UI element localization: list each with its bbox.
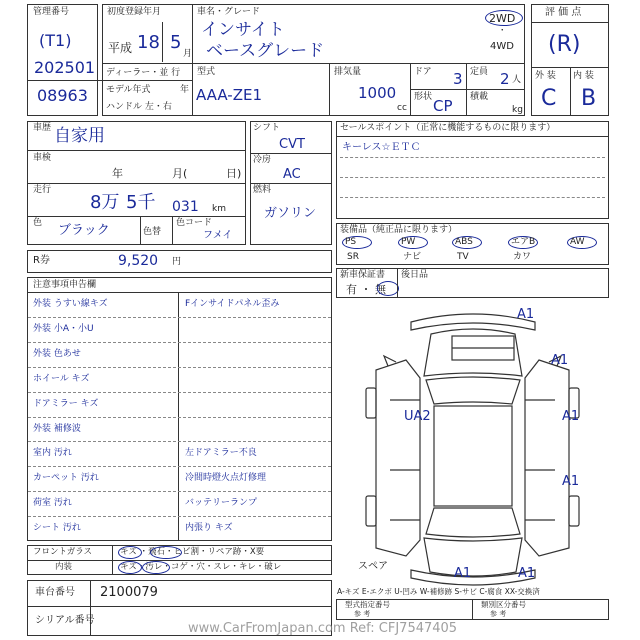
sales-value: キーレス☆ＥＴＣ	[342, 142, 421, 153]
inspection-day: 日)	[226, 167, 242, 180]
model-label: 型式	[197, 67, 216, 77]
damage-mark-rear-left: A1	[454, 566, 472, 581]
divider	[531, 22, 609, 23]
note-left: 外装 補修波	[33, 423, 81, 434]
damage-mark-front: A1	[517, 307, 535, 322]
note-left: ホイール キズ	[33, 373, 90, 384]
inspection-year: 年	[112, 167, 123, 180]
note-right: Fインサイドパネル歪み	[185, 299, 280, 309]
fuel-value: ガソリン	[264, 206, 317, 221]
car-grade: ベースグレード	[206, 41, 325, 61]
sales-label: セールスポイント（正常に機能するものに限ります）	[340, 123, 556, 133]
mgmt-num2: 08963	[37, 86, 88, 105]
front-glass-value: キズ ・飛石・ヒビ割・リペア跡・X要	[120, 547, 265, 557]
mgmt-t1: (T1)	[39, 31, 72, 50]
reg-month: 5	[170, 32, 182, 53]
score-int: B	[581, 86, 597, 111]
interior-circle-1	[118, 561, 142, 574]
glass-circle-2	[150, 546, 182, 559]
engine-value: 1000	[358, 84, 397, 102]
inspection-month: 月(	[172, 167, 188, 180]
chassis-label: 車台番号	[35, 587, 75, 598]
score-label: 評 価 点	[545, 7, 582, 18]
interior-circle-2	[142, 561, 170, 574]
color-replace-label: 色替	[143, 227, 162, 237]
ref1-label: 型式指定番号	[345, 600, 390, 609]
warranty-later-label: 後日品	[401, 270, 429, 280]
interior-label: 内装	[55, 562, 73, 572]
divider	[466, 63, 467, 116]
load-label: 積載	[470, 92, 489, 102]
mileage-unit: km	[212, 204, 226, 214]
reg-era: 平成	[108, 41, 133, 55]
divider	[410, 89, 525, 90]
note-right: 内張り キズ	[185, 523, 233, 534]
equip-item: PW	[401, 237, 416, 247]
divider	[340, 197, 605, 198]
score-value: (R)	[548, 32, 581, 57]
divider	[102, 63, 525, 64]
aircon-value: AC	[283, 167, 301, 182]
mileage-label: 走行	[33, 185, 52, 195]
note-right: 左ドアミラー不良	[185, 448, 257, 459]
dealer-label: ディーラー・並 行	[106, 68, 181, 78]
damage-legend: A-キズ E-エクボ U-凹み W-補修跡 S-サビ C-腐食 XX-交換済	[337, 587, 540, 596]
note-left: ドアミラー キズ	[33, 398, 99, 409]
note-left: 荷室 汚れ	[33, 498, 72, 509]
score-ext-label: 外 装	[535, 71, 556, 81]
shift-label: シフト	[253, 123, 281, 133]
divider	[112, 545, 113, 575]
glass-circle-1	[118, 546, 142, 559]
note-left: 外装 色あせ	[33, 348, 81, 359]
damage-mark-left: UA2	[404, 409, 431, 424]
recycle-value: 9,520	[118, 253, 159, 269]
equip-item: ナビ	[403, 252, 422, 262]
note-right: 冷間時燈火点灯修理	[185, 473, 267, 484]
equip-item: カワ	[513, 252, 532, 262]
divider	[472, 599, 473, 620]
note-left: カーペット 汚れ	[33, 473, 99, 484]
chassis-value: 2100079	[100, 585, 158, 600]
engine-unit: cc	[397, 103, 407, 113]
divider	[27, 292, 332, 293]
damage-mark-right-front: A1	[551, 353, 569, 368]
divider	[250, 183, 332, 184]
divider	[340, 157, 605, 158]
drive-dot: ・	[498, 26, 507, 36]
equip-item: TV	[457, 252, 469, 262]
recycle-label: R券	[33, 255, 50, 266]
door-value: 3	[453, 70, 463, 88]
divider	[27, 80, 192, 81]
shape-label: 形状	[414, 92, 433, 102]
model-year-label: モデル年式	[106, 85, 151, 95]
serial-label: シリアル番号	[35, 615, 95, 626]
notes-label: 注意事項申告欄	[33, 280, 97, 290]
model-year-unit: 年	[180, 85, 190, 95]
divider	[27, 216, 246, 217]
divider	[90, 580, 91, 636]
equip-item: エアB	[511, 237, 536, 247]
divider	[28, 367, 331, 368]
car-diagram	[336, 300, 609, 600]
note-right: バッテリーランプ	[185, 498, 258, 509]
note-left: シート 汚れ	[33, 523, 81, 534]
mgmt-label: 管理番号	[33, 7, 70, 17]
ref2-sub: 参 考	[490, 610, 507, 618]
equip-item: ABS	[455, 237, 473, 247]
equip-item: SR	[347, 252, 359, 262]
capacity-value: 2	[500, 70, 510, 88]
fuel-label: 燃料	[253, 185, 272, 195]
load-unit: kg	[512, 105, 523, 115]
score-ext: C	[541, 86, 557, 111]
divider	[28, 417, 331, 418]
divider	[27, 606, 332, 607]
inspection-label: 車検	[33, 153, 52, 163]
front-glass-label: フロントガラス	[33, 547, 92, 557]
color-label: 色	[33, 218, 43, 228]
divider	[192, 4, 193, 63]
divider	[162, 22, 163, 62]
divider	[140, 216, 141, 245]
category-label: 車歴	[33, 123, 52, 133]
divider	[28, 441, 331, 442]
ref2-label: 類別区分番号	[481, 600, 526, 609]
color-value: ブラック	[58, 223, 110, 238]
ref1-sub: 参 考	[354, 610, 371, 618]
divider	[27, 150, 246, 151]
divider	[336, 136, 609, 137]
divider	[28, 516, 331, 517]
divider	[397, 268, 398, 298]
drive-4wd: 4WD	[490, 41, 514, 52]
car-name: インサイト	[201, 20, 285, 40]
capacity-unit: 人	[512, 75, 522, 85]
divider	[28, 466, 331, 467]
warranty-value: 有 ・ 無	[346, 283, 386, 296]
divider	[28, 342, 331, 343]
color-code: フメイ	[203, 230, 233, 241]
engine-label: 排気量	[334, 67, 362, 77]
divider	[340, 177, 605, 178]
shift-value: CVT	[279, 137, 305, 152]
mileage-rest: 031	[172, 199, 199, 215]
note-left: 室内 汚れ	[33, 448, 72, 459]
damage-mark-right-rear: A1	[562, 474, 580, 489]
mileage-sen: 5千	[126, 192, 156, 213]
watermark: www.CarFromJapan.com Ref: CFJ7547405	[188, 621, 458, 636]
note-left: 外装 小A・小U	[33, 323, 94, 334]
category-value: 自家用	[54, 126, 105, 146]
score-int-label: 内 装	[573, 71, 594, 81]
equip-item: AW	[570, 237, 585, 247]
handle-label: ハンドル 左・右	[106, 102, 172, 112]
divider	[28, 491, 331, 492]
divider	[28, 392, 331, 393]
divider	[250, 153, 332, 154]
divider	[28, 317, 331, 318]
reg-month-unit: 月	[183, 49, 193, 59]
warranty-circle	[377, 281, 399, 296]
warranty-label: 新車保証書	[340, 270, 386, 280]
divider	[570, 67, 571, 116]
drive-2wd: 2WD	[489, 12, 516, 25]
model-value: AAA-ZE1	[196, 86, 262, 104]
shape-value: CP	[433, 97, 453, 115]
divider	[27, 183, 246, 184]
capacity-label: 定員	[470, 67, 489, 77]
spare-label: スペア	[358, 561, 388, 572]
door-label: ドア	[414, 67, 432, 77]
note-left: 外装 うすい線キズ	[33, 299, 108, 309]
color-code-label: 色コード	[176, 218, 213, 228]
mileage-man: 8万	[90, 192, 120, 213]
interior-value: キズ・汚レ・コゲ・穴・スレ・キレ・破レ	[120, 562, 282, 572]
damage-mark-right-mid: A1	[562, 409, 580, 424]
divider	[27, 560, 332, 561]
car-label: 車名・グレード	[197, 7, 261, 17]
equip-item: PS	[345, 237, 357, 247]
mgmt-num1: 202501	[34, 58, 96, 77]
divider	[172, 216, 173, 245]
reg-year: 18	[137, 32, 160, 53]
aircon-label: 冷房	[253, 155, 272, 165]
damage-mark-rear-right: A1	[518, 566, 536, 581]
divider	[192, 63, 193, 116]
equip-label: 装備品（純正品に限ります）	[340, 225, 458, 235]
reg-label: 初度登録年月	[107, 7, 162, 17]
divider	[329, 63, 330, 116]
recycle-unit: 円	[172, 257, 182, 267]
